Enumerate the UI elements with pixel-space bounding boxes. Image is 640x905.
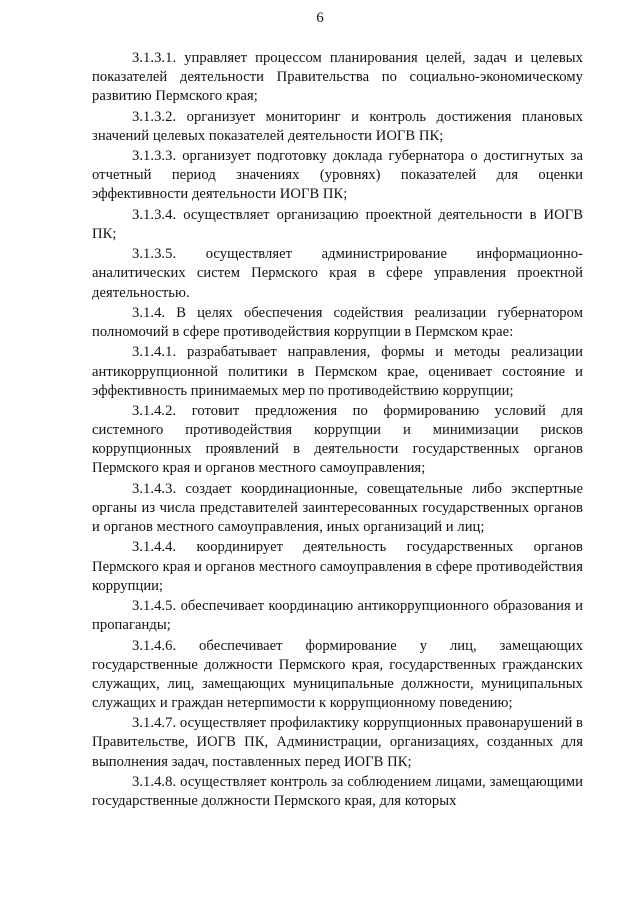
paragraph-3-1-4-1: 3.1.4.1. разрабатывает направления, формы и методы реализации антикоррупционной политики в Пермском крае, оценивает состояние и эффективность принимаемых мер по противодействию коррупции; <box>92 344 583 399</box>
paragraph-3-1-4-8: 3.1.4.8. осуществляет контроль за соблюдением лицами, замещающими государственные должности Пермского края, для которых <box>92 773 583 810</box>
document-body <box>92 49 583 812</box>
paragraph-3-1-4-6: 3.1.4.6. обеспечивает формирование у лиц, замещающих государственные должности Пермского края, государственных гражданских служащих, лиц, замещающих муниципальные должности, муниципальных служащих и граждан нетерпимости к коррупционному поведению; <box>92 637 583 711</box>
paragraph-3-1-3-2: 3.1.3.2. организует мониторинг и контроль достижения плановых значений целевых показателей деятельности ИОГВ ПК; <box>92 108 583 144</box>
paragraph-3-1-3-3: 3.1.3.3. организует подготовку доклада губернатора о достигнутых за отчетный период значениях (уровнях) показателей для оценки эффективности деятельности ИОГВ ПК; <box>92 148 583 203</box>
paragraph-3-1-4-7: 3.1.4.7. осуществляет профилактику коррупционных правонарушений в Правительстве, ИОГВ ПК, Администрации, организациях, созданных для выполнения задач, поставленных перед ИОГВ ПК; <box>92 715 583 770</box>
page-number: 6 <box>316 10 324 26</box>
paragraph-3-1-4-2: 3.1.4.2. готовит предложения по формированию условий для системного противодействия коррупции и минимизации рисков коррупционных проявлений в деятельности государственных органов Пермского края и органов местного самоуправления; <box>92 403 583 477</box>
paragraph-3-1-3-1: 3.1.3.1. управляет процессом планирования целей, задач и целевых показателей деятельности Правительства по социально-экономическому развитию Пермского края; <box>92 50 583 105</box>
paragraph-3-1-4: 3.1.4. В целях обеспечения содействия реализации губернатором полномочий в сфере противодействия коррупции в Пермском крае: <box>92 304 583 341</box>
paragraph-3-1-3-5: 3.1.3.5. осуществляет администрирование информационно-аналитических систем Пермского края в сфере управления проектной деятельностью. <box>92 246 583 301</box>
paragraph-3-1-4-4: 3.1.4.4. координирует деятельность государственных органов Пермского края и органов местного самоуправления в сфере противодействия коррупции; <box>92 539 583 594</box>
paragraph-3-1-4-3: 3.1.4.3. создает координационные, совещательные либо экспертные органы из числа представителей заинтересованных государственных органов и органов местного самоуправления, иных организаций и лиц; <box>92 480 583 535</box>
paragraph-3-1-4-5: 3.1.4.5. обеспечивает координацию антикоррупционного образования и пропаганды; <box>92 598 583 634</box>
paragraph-3-1-3-4: 3.1.3.4. осуществляет организацию проектной деятельности в ИОГВ ПК; <box>92 206 583 242</box>
